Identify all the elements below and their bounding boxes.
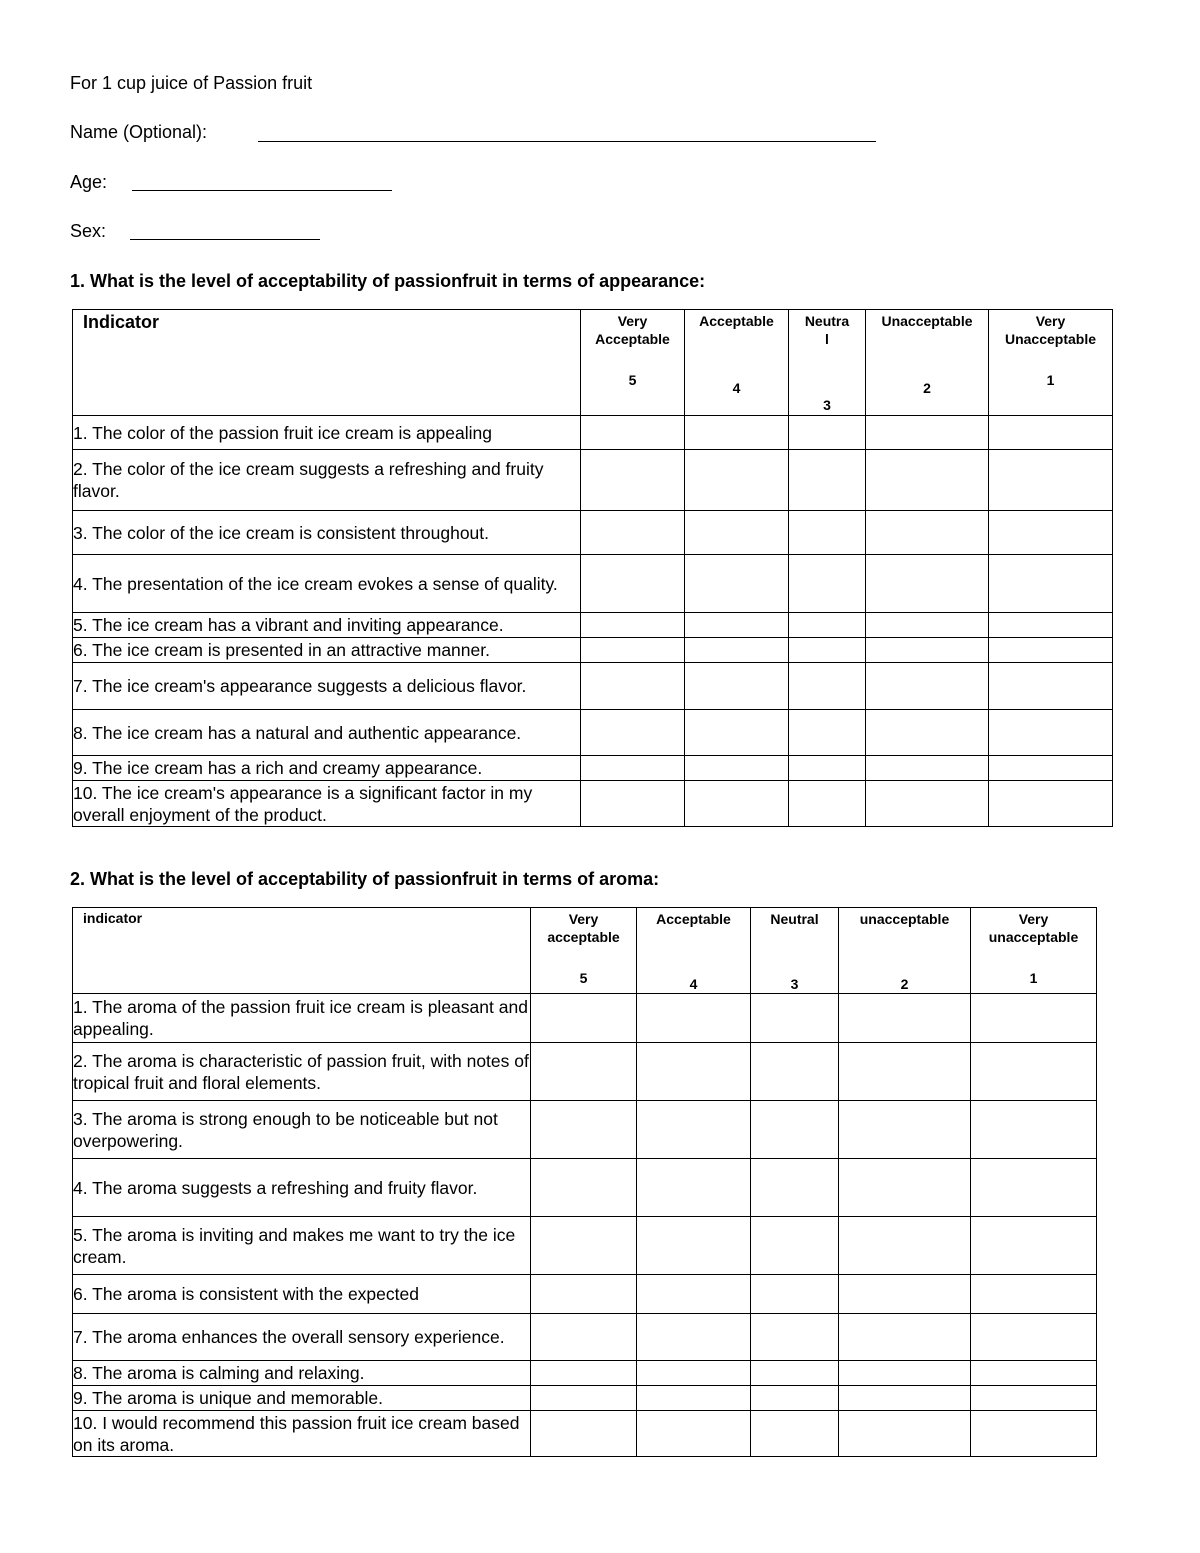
rating-cell-1[interactable] bbox=[989, 710, 1113, 756]
table-row bbox=[73, 450, 1113, 511]
rating-cell-4[interactable] bbox=[685, 638, 789, 663]
rating-cell-3[interactable] bbox=[751, 1101, 839, 1159]
rating-cell-4[interactable] bbox=[685, 756, 789, 781]
rating-cell-4[interactable] bbox=[685, 663, 789, 710]
rating-cell-2[interactable] bbox=[866, 450, 989, 511]
rating-cell-3[interactable] bbox=[789, 710, 866, 756]
rating-cell-1[interactable] bbox=[971, 1217, 1097, 1275]
table-row bbox=[73, 613, 1113, 638]
rating-cell-3[interactable] bbox=[789, 638, 866, 663]
rating-cell-2[interactable] bbox=[839, 1101, 971, 1159]
indicator-text: 7. The ice cream's appearance suggests a delicious flavor. bbox=[73, 663, 581, 710]
indicator-text: 6. The ice cream is presented in an attractive manner. bbox=[73, 638, 581, 663]
rating-cell-3[interactable] bbox=[789, 511, 866, 555]
rating-cell-2[interactable] bbox=[866, 710, 989, 756]
rating-cell-5[interactable] bbox=[531, 1043, 637, 1101]
rating-cell-3[interactable] bbox=[789, 663, 866, 710]
table-row bbox=[73, 1043, 1097, 1101]
indicator-text: 10. I would recommend this passion fruit ice cream based on its aroma. bbox=[73, 1411, 531, 1457]
age-field[interactable] bbox=[132, 190, 392, 191]
section2-question: 2. What is the level of acceptability of passionfruit in terms of aroma: bbox=[70, 869, 660, 889]
rating-cell-1[interactable] bbox=[971, 1361, 1097, 1386]
rating-cell-3[interactable] bbox=[789, 555, 866, 613]
rating-cell-1[interactable] bbox=[989, 555, 1113, 613]
rating-cell-2[interactable] bbox=[839, 1386, 971, 1411]
table-row bbox=[73, 756, 1113, 781]
rating-cell-1[interactable] bbox=[971, 1101, 1097, 1159]
rating-cell-1[interactable] bbox=[971, 1411, 1097, 1457]
table-header-row bbox=[73, 908, 1097, 994]
rating-cell-5[interactable] bbox=[581, 416, 685, 450]
rating-cell-2[interactable] bbox=[866, 613, 989, 638]
rating-cell-3[interactable] bbox=[789, 416, 866, 450]
rating-cell-3[interactable] bbox=[751, 1043, 839, 1101]
rating-cell-5[interactable] bbox=[581, 756, 685, 781]
table-row bbox=[73, 511, 1113, 555]
rating-cell-2[interactable] bbox=[866, 781, 989, 827]
rating-cell-4[interactable] bbox=[637, 1217, 751, 1275]
age-label: Age: bbox=[70, 172, 108, 192]
sex-field[interactable] bbox=[130, 239, 320, 240]
aroma-table bbox=[72, 907, 1097, 1457]
rating-cell-3[interactable] bbox=[789, 450, 866, 511]
rating-cell-4[interactable] bbox=[685, 416, 789, 450]
table-row bbox=[73, 1314, 1097, 1361]
rating-cell-5[interactable] bbox=[531, 1361, 637, 1386]
indicator-text: 9. The aroma is unique and memorable. bbox=[73, 1386, 531, 1411]
rating-cell-1[interactable] bbox=[989, 663, 1113, 710]
indicator-text: 8. The aroma is calming and relaxing. bbox=[73, 1361, 531, 1386]
table-row bbox=[73, 555, 1113, 613]
rating-cell-4[interactable] bbox=[685, 710, 789, 756]
scale-header-3: Neutra l 3 bbox=[789, 310, 866, 416]
rating-cell-3[interactable] bbox=[751, 1386, 839, 1411]
rating-cell-3[interactable] bbox=[789, 781, 866, 827]
table-row bbox=[73, 638, 1113, 663]
rating-cell-5[interactable] bbox=[581, 781, 685, 827]
indicator-text: 7. The aroma enhances the overall sensory experience. bbox=[73, 1314, 531, 1361]
rating-cell-2[interactable] bbox=[839, 1314, 971, 1361]
rating-cell-5[interactable] bbox=[531, 1217, 637, 1275]
name-label: Name (Optional): bbox=[70, 122, 208, 142]
rating-cell-2[interactable] bbox=[866, 663, 989, 710]
appearance-table bbox=[72, 309, 1113, 827]
indicator-header: Indicator bbox=[73, 310, 581, 416]
rating-cell-5[interactable] bbox=[531, 1314, 637, 1361]
indicator-text: 5. The aroma is inviting and makes me want to try the ice cream. bbox=[73, 1217, 531, 1275]
scale-header-1: Very Unacceptable 1 bbox=[989, 310, 1113, 416]
scale-header-4: Acceptable 4 bbox=[637, 908, 751, 994]
rating-cell-5[interactable] bbox=[531, 1101, 637, 1159]
rating-cell-4[interactable] bbox=[637, 1361, 751, 1386]
rating-cell-3[interactable] bbox=[789, 613, 866, 638]
scale-header-4: Acceptable 4 bbox=[685, 310, 789, 416]
rating-cell-2[interactable] bbox=[866, 416, 989, 450]
rating-cell-1[interactable] bbox=[989, 511, 1113, 555]
rating-cell-1[interactable] bbox=[971, 1275, 1097, 1314]
rating-cell-2[interactable] bbox=[866, 756, 989, 781]
name-field[interactable] bbox=[258, 141, 876, 142]
rating-cell-4[interactable] bbox=[685, 613, 789, 638]
indicator-text: 1. The color of the passion fruit ice cream is appealing bbox=[73, 416, 581, 450]
table-row bbox=[73, 1217, 1097, 1275]
rating-cell-3[interactable] bbox=[751, 1411, 839, 1457]
rating-cell-4[interactable] bbox=[685, 781, 789, 827]
rating-cell-1[interactable] bbox=[989, 638, 1113, 663]
rating-cell-3[interactable] bbox=[751, 1217, 839, 1275]
indicator-text: 1. The aroma of the passion fruit ice cream is pleasant and appealing. bbox=[73, 994, 531, 1043]
rating-cell-4[interactable] bbox=[637, 1043, 751, 1101]
rating-cell-4[interactable] bbox=[637, 1314, 751, 1361]
rating-cell-4[interactable] bbox=[685, 511, 789, 555]
table-row bbox=[73, 416, 1113, 450]
table-row bbox=[73, 1159, 1097, 1217]
table-row bbox=[73, 994, 1097, 1043]
indicator-header: indicator bbox=[73, 908, 531, 994]
rating-cell-2[interactable] bbox=[866, 511, 989, 555]
form-title: For 1 cup juice of Passion fruit bbox=[70, 73, 313, 93]
table-header-row bbox=[73, 310, 1113, 416]
rating-cell-3[interactable] bbox=[789, 756, 866, 781]
rating-cell-4[interactable] bbox=[685, 450, 789, 511]
indicator-text: 6. The aroma is consistent with the expected bbox=[73, 1275, 531, 1314]
rating-cell-5[interactable] bbox=[581, 450, 685, 511]
rating-cell-1[interactable] bbox=[989, 416, 1113, 450]
rating-cell-1[interactable] bbox=[989, 613, 1113, 638]
scale-header-1: Very unacceptable 1 bbox=[971, 908, 1097, 994]
rating-cell-4[interactable] bbox=[685, 555, 789, 613]
section1-question: 1. What is the level of acceptability of passionfruit in terms of appearance: bbox=[70, 271, 706, 291]
rating-cell-1[interactable] bbox=[971, 1043, 1097, 1101]
table-row bbox=[73, 1275, 1097, 1314]
scale-header-2: unacceptable 2 bbox=[839, 908, 971, 994]
rating-cell-1[interactable] bbox=[971, 1159, 1097, 1217]
rating-cell-1[interactable] bbox=[989, 756, 1113, 781]
rating-cell-4[interactable] bbox=[637, 1101, 751, 1159]
rating-cell-4[interactable] bbox=[637, 1411, 751, 1457]
rating-cell-2[interactable] bbox=[839, 1043, 971, 1101]
indicator-text: 3. The color of the ice cream is consistent throughout. bbox=[73, 511, 581, 555]
rating-cell-3[interactable] bbox=[751, 1314, 839, 1361]
scale-header-5: Very Acceptable 5 bbox=[581, 310, 685, 416]
sex-label: Sex: bbox=[70, 221, 107, 241]
rating-cell-3[interactable] bbox=[751, 1275, 839, 1314]
indicator-text: 3. The aroma is strong enough to be noticeable but not overpowering. bbox=[73, 1101, 531, 1159]
rating-cell-2[interactable] bbox=[839, 1217, 971, 1275]
rating-cell-5[interactable] bbox=[581, 613, 685, 638]
indicator-text: 9. The ice cream has a rich and creamy appearance. bbox=[73, 756, 581, 781]
rating-cell-3[interactable] bbox=[751, 1361, 839, 1386]
scale-header-2: Unacceptable 2 bbox=[866, 310, 989, 416]
table-row bbox=[73, 781, 1113, 827]
rating-cell-2[interactable] bbox=[866, 555, 989, 613]
rating-cell-4[interactable] bbox=[637, 994, 751, 1043]
rating-cell-5[interactable] bbox=[531, 1159, 637, 1217]
rating-cell-1[interactable] bbox=[989, 781, 1113, 827]
rating-cell-1[interactable] bbox=[971, 1386, 1097, 1411]
rating-cell-5[interactable] bbox=[581, 555, 685, 613]
rating-cell-3[interactable] bbox=[751, 994, 839, 1043]
rating-cell-2[interactable] bbox=[839, 994, 971, 1043]
scale-header-3: Neutral 3 bbox=[751, 908, 839, 994]
rating-cell-5[interactable] bbox=[581, 638, 685, 663]
rating-cell-3[interactable] bbox=[751, 1159, 839, 1217]
scale-header-5: Very acceptable 5 bbox=[531, 908, 637, 994]
rating-cell-5[interactable] bbox=[531, 1411, 637, 1457]
rating-cell-1[interactable] bbox=[971, 1314, 1097, 1361]
rating-cell-4[interactable] bbox=[637, 1275, 751, 1314]
table-row bbox=[73, 1101, 1097, 1159]
indicator-text: 5. The ice cream has a vibrant and inviting appearance. bbox=[73, 613, 581, 638]
rating-cell-5[interactable] bbox=[581, 710, 685, 756]
indicator-text: 2. The color of the ice cream suggests a refreshing and fruity flavor. bbox=[73, 450, 581, 511]
table-row bbox=[73, 1411, 1097, 1457]
table-row bbox=[73, 1386, 1097, 1411]
table-row bbox=[73, 710, 1113, 756]
rating-cell-5[interactable] bbox=[581, 511, 685, 555]
rating-cell-2[interactable] bbox=[839, 1275, 971, 1314]
rating-cell-4[interactable] bbox=[637, 1386, 751, 1411]
rating-cell-5[interactable] bbox=[581, 663, 685, 710]
rating-cell-1[interactable] bbox=[989, 450, 1113, 511]
rating-cell-5[interactable] bbox=[531, 1386, 637, 1411]
rating-cell-2[interactable] bbox=[839, 1411, 971, 1457]
rating-cell-2[interactable] bbox=[839, 1159, 971, 1217]
indicator-text: 4. The aroma suggests a refreshing and fruity flavor. bbox=[73, 1159, 531, 1217]
rating-cell-2[interactable] bbox=[839, 1361, 971, 1386]
indicator-text: 2. The aroma is characteristic of passion fruit, with notes of tropical fruit and floral elements. bbox=[73, 1043, 531, 1101]
indicator-text: 10. The ice cream's appearance is a significant factor in my overall enjoyment of the product. bbox=[73, 781, 581, 827]
rating-cell-5[interactable] bbox=[531, 994, 637, 1043]
table-row bbox=[73, 663, 1113, 710]
indicator-text: 4. The presentation of the ice cream evokes a sense of quality. bbox=[73, 555, 581, 613]
rating-cell-4[interactable] bbox=[637, 1159, 751, 1217]
table-row bbox=[73, 1361, 1097, 1386]
rating-cell-1[interactable] bbox=[971, 994, 1097, 1043]
indicator-text: 8. The ice cream has a natural and authentic appearance. bbox=[73, 710, 581, 756]
rating-cell-2[interactable] bbox=[866, 638, 989, 663]
rating-cell-5[interactable] bbox=[531, 1275, 637, 1314]
